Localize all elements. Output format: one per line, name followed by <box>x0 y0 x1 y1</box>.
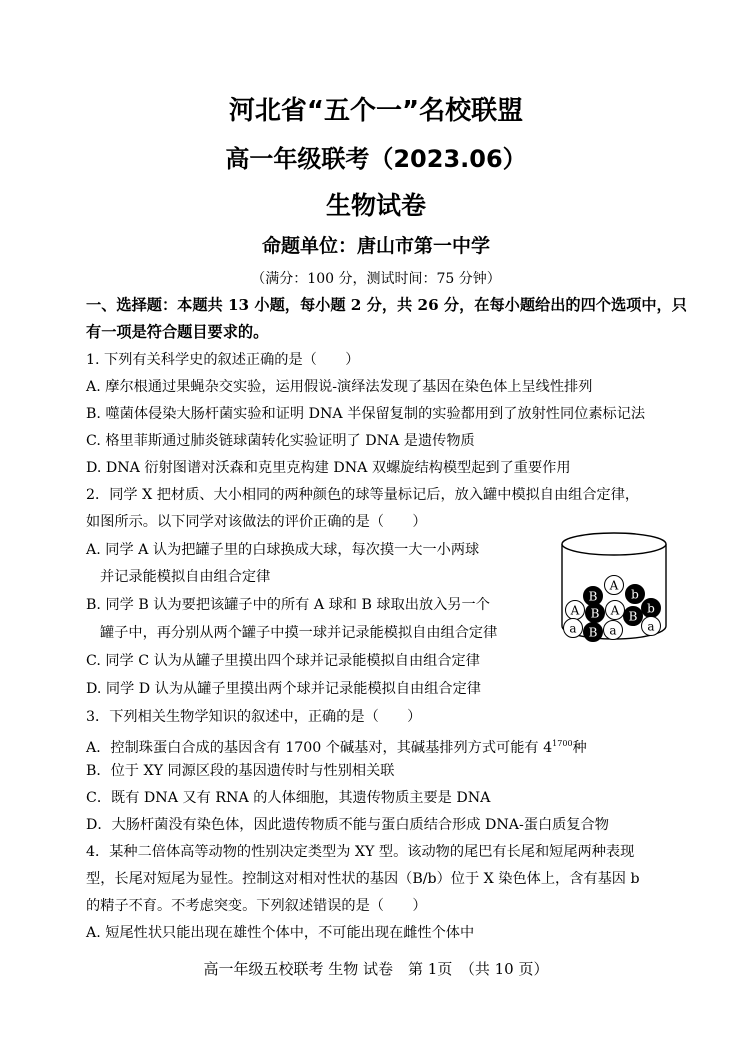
q3-option-a <box>86 734 587 758</box>
q1-option-c: C. 格里菲斯通过肺炎链球菌转化实验证明了 DNA 是遗传物质 <box>86 433 475 449</box>
q1-stem: 1. 下列有关科学史的叙述正确的是（ ） <box>86 352 360 368</box>
q2-option-c: C. 同学 C 认为从罐子里摸出四个球并记录能模拟自由组合定律 <box>86 653 480 669</box>
ball-label: b <box>631 587 639 602</box>
title-exam: 高一年级联考（2023.06） <box>225 145 527 173</box>
q3-option-d: D．大肠杆菌没有染色体，因此遗传物质不能与蛋白质结合形成 DNA-蛋白质复合物 <box>86 817 609 833</box>
q1-option-b: B. 噬菌体侵染大肠杆菌实验和证明 DNA 半保留复制的实验都用到了放射性同位素标记法 <box>86 406 646 422</box>
q1-option-d: D. DNA 衍射图谱对沃森和克里克构建 DNA 双螺旋结构模型起到了重要作用 <box>86 460 571 476</box>
ball-label: a <box>569 621 577 636</box>
q1-option-a: A. 摩尔根通过果蝇杂交实验，运用假说-演绎法发现了基因在染色体上呈线性排列 <box>86 379 593 395</box>
q3-option-a-exponent: 1700 <box>552 739 573 748</box>
q3-option-c: C．既有 DNA 又有 RNA 的人体细胞，其遗传物质主要是 DNA <box>86 790 491 806</box>
jar-illustration <box>555 530 673 648</box>
exam-info: （满分：100 分，测试时间：75 分钟） <box>251 271 501 287</box>
ball-label: A <box>610 603 620 618</box>
jar-rim <box>562 533 666 555</box>
jar-figure <box>555 530 673 652</box>
ball-label: B <box>588 589 598 604</box>
q4-stem-line3: 的精子不育。不考虑突变。下列叙述错误的是（ ） <box>86 898 427 914</box>
balls-group <box>564 576 661 642</box>
ball-label: A <box>570 603 580 618</box>
q2-option-d: D. 同学 D 认为从罐子里摸出两个球并记录能模拟自由组合定律 <box>86 681 481 697</box>
q2-stem-line1: 2．同学 X 把材质、大小相同的两种颜色的球等量标记后，放入罐中模拟自由组合定律， <box>86 487 640 503</box>
q3-stem: 3．下列相关生物学知识的叙述中，正确的是（ ） <box>86 709 422 725</box>
ball-label: a <box>647 619 655 634</box>
ball-label: B <box>628 609 638 624</box>
q3-option-a-text: A．控制珠蛋白合成的基因含有 1700 个碱基对，其碱基排列方式可能有 4 <box>86 740 553 756</box>
q4-stem-line2: 型，长尾对短尾为显性。控制这对相对性状的基因（B/b）位于 X 染色体上，含有基因 b <box>86 871 640 887</box>
ball-label: B <box>588 625 598 640</box>
ball-label: B <box>590 606 600 621</box>
title-alliance: 河北省“五个一”名校联盟 <box>228 96 524 126</box>
q3-option-a-tail: 种 <box>572 740 587 756</box>
q2-stem-line2: 如图所示。以下同学对该做法的评价正确的是（ ） <box>86 514 427 530</box>
section-heading-line1: 一、选择题：本题共 13 小题，每小题 2 分，共 26 分，在每小题给出的四个选项中，只 <box>86 296 687 314</box>
q2-option-b-line1: B. 同学 B 认为要把该罐子中的所有 A 球和 B 球取出放入另一个 <box>86 597 490 613</box>
section-heading-line2: 有一项是符合题目要求的。 <box>86 323 269 341</box>
page-footer: 高一年级五校联考 生物 试卷 第 1页 （共 10 页） <box>203 960 549 978</box>
ball-label: a <box>609 623 617 638</box>
q2-option-b-line2: 罐子中，再分别从两个罐子中摸一球并记录能模拟自由组合定律 <box>100 625 498 641</box>
q4-stem-line1: 4．某种二倍体高等动物的性别决定类型为 XY 型。该动物的尾巴有长尾和短尾两种表现 <box>86 844 635 860</box>
q3-option-b: B．位于 XY 同源区段的基因遗传时与性别相关联 <box>86 763 395 779</box>
ball-label: b <box>647 601 655 616</box>
q4-option-a: A. 短尾性状只能出现在雄性个体中，不可能出现在雌性个体中 <box>86 925 475 941</box>
title-subject: 生物试卷 <box>325 191 426 220</box>
q2-option-a-line1: A. 同学 A 认为把罐子里的白球换成大球，每次摸一大一小两球 <box>86 542 480 558</box>
q2-option-a-line2: 并记录能模拟自由组合定律 <box>100 569 271 585</box>
title-unit: 命题单位：唐山市第一中学 <box>261 235 490 257</box>
ball-label: A <box>609 578 619 593</box>
